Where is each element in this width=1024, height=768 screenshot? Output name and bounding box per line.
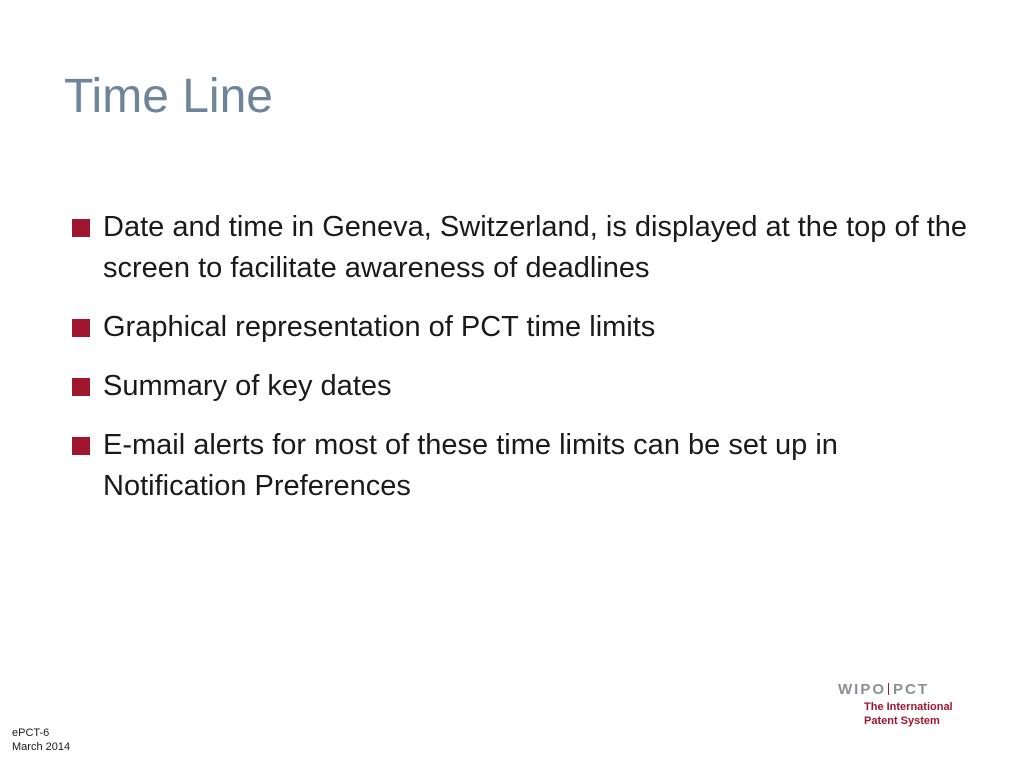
bullet-text: Summary of key dates — [103, 370, 392, 402]
bullet-item — [72, 425, 972, 507]
bullet-text: Date and time in Geneva, Switzerland, is displayed at the top of the screen to facilitate awareness of deadlines — [103, 211, 968, 284]
logo-wipo: WIPO — [838, 681, 886, 698]
slide-footer — [12, 726, 70, 754]
footer-date: March 2014 — [12, 741, 71, 753]
logo-subtitle-line1: The International — [864, 701, 953, 713]
square-bullet-icon — [72, 437, 90, 455]
footer-code: ePCT-6 — [12, 727, 50, 739]
bullet-text: Graphical representation of PCT time limits — [103, 311, 656, 343]
square-bullet-icon — [72, 219, 90, 237]
slide-title: Time Line — [64, 70, 273, 123]
square-bullet-icon — [72, 319, 90, 337]
logo-subtitle-line2: Patent System — [864, 715, 940, 727]
bullet-item — [72, 366, 972, 407]
bullet-list — [72, 207, 972, 525]
square-bullet-icon — [72, 378, 90, 396]
bullet-item — [72, 207, 972, 289]
logo-pct: PCT — [893, 681, 929, 698]
logo-subtitle — [864, 700, 953, 728]
logo-wordmark — [838, 681, 929, 699]
bullet-text: E-mail alerts for most of these time limits can be set up in Notification Preferences — [103, 429, 838, 502]
bullet-item — [72, 307, 972, 348]
wipo-pct-logo — [838, 681, 988, 731]
logo-separator — [888, 683, 889, 695]
